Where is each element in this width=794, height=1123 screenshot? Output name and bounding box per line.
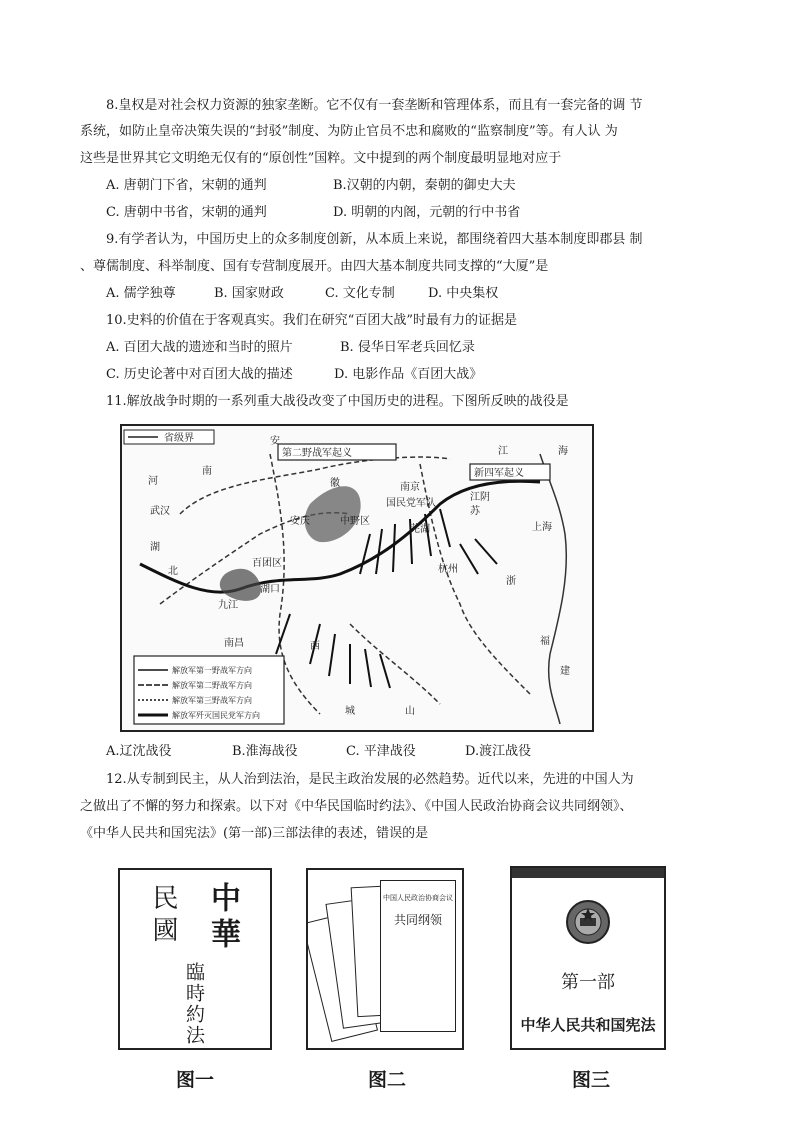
q9-option-b: B. 国家财政 [214,286,284,301]
map-label: 江阴 [470,492,490,503]
map-label: 河 [148,476,158,487]
q8-option-b: B.汉朝的内朝，秦朝的御史大夫 [333,178,516,193]
map-callout-new4th: 新四军起义 [474,468,524,479]
q10-option-a: A. 百团大战的遗迹和当时的照片 [106,340,293,355]
map-label: 南京 [400,482,420,493]
fig2-cover-title: 中国人民政治协商会议 [383,894,453,902]
q11-option-c: C. 平津战役 [346,744,416,759]
q11-option-b: B.淮海战役 [232,744,298,759]
figure-3-caption: 图三 [572,1069,611,1091]
map-label: 武汉 [150,506,170,517]
figure-2-book-covers [306,868,464,1050]
map-label: 浙 [506,576,516,587]
fig1-subtitle: 臨時約法 [183,962,205,1046]
battle-map [120,424,594,732]
q9-option-a: A. 儒学独尊 [106,286,176,301]
map-label: 海 [558,446,568,457]
map-legend-item: 解放军第三野战军方向 [172,696,252,705]
map-label: 百团区 [252,558,282,569]
fig2-cover-main: 共同纲领 [393,913,442,927]
q10-option-c: C. 历史论著中对百团大战的描述 [106,367,293,382]
q10-option-b: B. 侵华日军老兵回忆录 [340,340,475,355]
q9-option-d: D. 中央集权 [428,286,499,301]
q9-stem-line2: 、尊儒制度、科举制度、国有专营制度展开。由四大基本制度共同支撑的“大厦”是 [80,259,549,274]
q11-option-d: D.渡江战役 [465,744,532,759]
map-label: 山 [405,706,415,717]
map-legend-border: 省级界 [164,433,194,444]
q8-option-d: D. 明朝的内阁，元朝的行中书省 [333,205,521,220]
map-label: 徽 [330,478,340,489]
map-label: 中野区 [340,516,370,527]
map-label: 芜湖 [410,524,430,535]
map-label: 江 [498,446,508,457]
q8-stem-line1: 8.皇权是对社会权力资源的独家垄断。它不仅有一套垄断和管理体系，而且有一套完备的调 节 [106,98,643,113]
map-legend-item: 解放军歼灭国民党军方向 [172,711,260,720]
map-label: 国民党军队 [386,498,436,509]
map-label: 杭州 [438,564,458,575]
map-label: 南昌 [224,638,244,649]
map-label: 南 [202,466,212,477]
map-label: 湖口 [260,584,280,595]
map-label: 城 [345,706,355,717]
q8-stem-line3: 这些是世界其它文明绝无仅有的“原创性”国粹。文中提到的两个制度最明显地对应于 [80,151,562,166]
q11-stem: 11.解放战争时期的一系列重大战役改变了中国历史的进程。下图所反映的战役是 [106,394,569,409]
q12-stem-line3: 《中华人民共和国宪法》(第一部)三部法律的表述，错误的是 [80,826,429,841]
map-label: 苏 [470,506,480,517]
map-label: 安 [270,436,280,447]
map-label: 湖 [150,542,160,553]
fig1-title-right: 中華 [205,882,240,954]
map-legend-item: 解放军第二野战军方向 [172,681,252,690]
fig3-top-band [512,868,664,878]
q9-stem-line1: 9.有学者认为，中国历史上的众多制度创新，从本质上来说，都围绕着四大基本制度即郡县 制 [106,232,643,247]
national-emblem-icon [564,898,612,946]
q10-option-d: D. 电影作品《百团大战》 [334,367,483,382]
fig2-front-book [380,880,456,1032]
q12-stem-line1: 12.从专制到民主，从人治到法治，是民主政治发展的必然趋势。近代以来，先进的中国人为 [106,772,634,787]
q12-stem-line2: 之做出了不懈的努力和探索。以下对《中华民国临时约法》、《中国人民政治协商会议共同纲领》、 [80,799,633,814]
map-label: 福 [540,636,550,647]
q9-option-c: C. 文化专制 [325,286,395,301]
q10-stem: 10.史料的价值在于客观真实。我们在研究“百团大战”时最有力的证据是 [106,313,517,328]
q8-option-a: A. 唐朝门下省，宋朝的通判 [106,178,267,193]
map-label: 上海 [532,522,552,533]
figure-2-caption: 图二 [368,1069,407,1091]
figure-3-book-cover [510,866,666,1050]
map-label: 九江 [218,600,238,611]
q11-option-a: A.辽沈战役 [106,744,172,759]
map-callout-uprising: 第二野战军起义 [282,448,352,459]
figure-1-book-cover [118,868,272,1050]
fig3-edition: 第一部 [561,972,615,993]
fig3-title: 中华人民共和国宪法 [520,1016,656,1034]
fig1-title-left: 民國 [148,884,178,948]
q8-option-c: C. 唐朝中书省，宋朝的通判 [106,205,267,220]
map-label: 建 [560,666,570,677]
map-label: 西 [310,641,320,652]
map-legend-item: 解放军第一野战军方向 [172,666,252,675]
figure-1-caption: 图一 [176,1069,215,1091]
map-label: 安庆 [290,516,310,527]
map-label: 北 [168,566,178,577]
q8-stem-line2: 系统，如防止皇帝决策失误的“封驳”制度、为防止官员不忠和腐败的“监察制度”等。有人认 为 [80,124,618,139]
